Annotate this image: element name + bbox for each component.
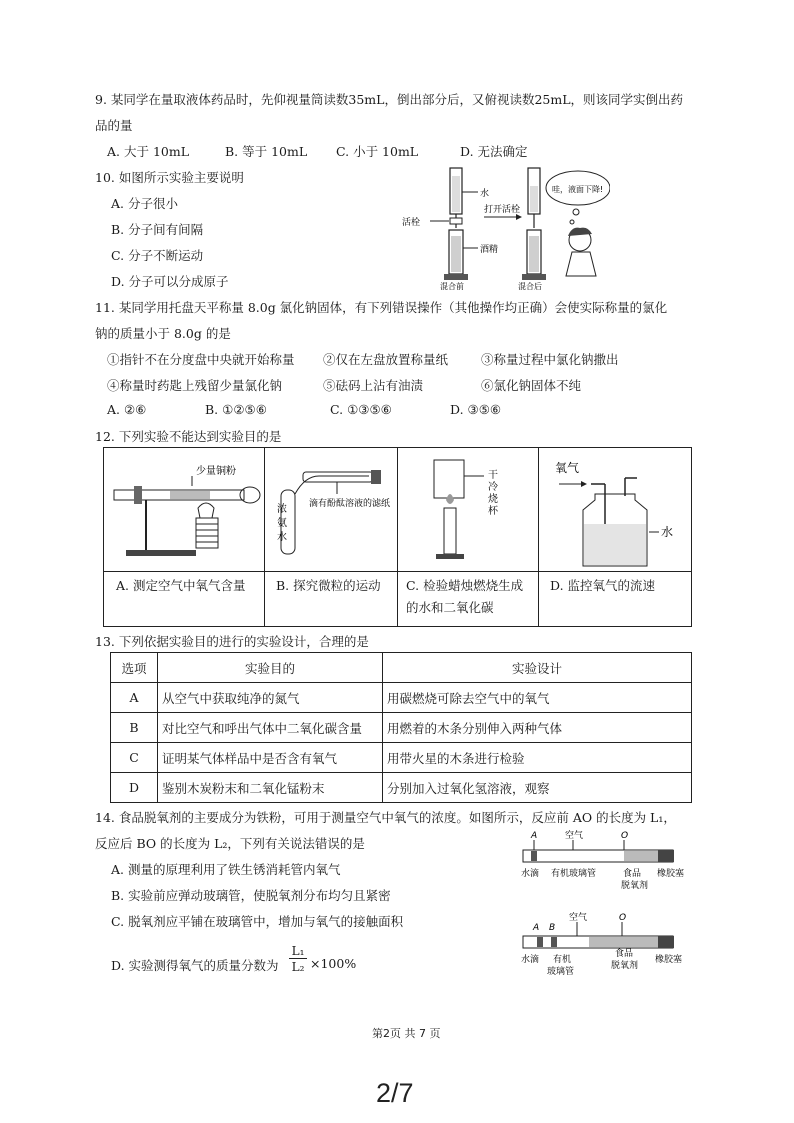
q10-option-d: D. 分子可以分成原子 — [111, 274, 229, 289]
q13-row-c-design: 用带火星的木条进行检验 — [383, 743, 692, 773]
q11-item-3: ③称量过程中氯化钠撒出 — [481, 352, 619, 367]
q12-label-dry-cup-4: 杯 — [488, 506, 498, 517]
q9-stem-line1: 9. 某同学在量取液体药品时，先仰视量筒读数35mL，倒出部分后，又俯视读数25mL，则该同学实倒出药 — [95, 92, 684, 107]
q12-stem: 12. 下列实验不能达到实验目的是 — [95, 429, 282, 444]
q10-label-valve: 活栓 — [402, 218, 421, 228]
q12-label-ammonia-3: 水 — [277, 532, 287, 543]
q14-option-a: A. 测量的原理利用了铁生锈消耗管内氧气 — [111, 862, 341, 877]
q11-stem-line1: 11. 某同学用托盘天平称量 8.0g 氯化钠固体，有下列错误操作（其他操作均正确）会使实际称量的氯化 — [95, 300, 668, 315]
q14-fig1-label-a: A — [531, 831, 538, 841]
q14-fig1-label-stopper: 橡胶塞 — [657, 869, 685, 879]
q14-fig1-label-tube: 有机玻璃管 — [551, 869, 597, 879]
q12-figure-table — [103, 447, 692, 627]
q11-option-c: C. ①③⑤⑥ — [330, 402, 392, 417]
table-row — [111, 683, 692, 713]
q13-row-b-purpose: 对比空气和呼出气体中二氧化碳含量 — [158, 713, 383, 743]
q11-option-b: B. ①②⑤⑥ — [205, 402, 267, 417]
q12-label-phenol: 滴有酚酞溶液的滤纸 — [309, 499, 391, 509]
q14-formula-num: L₁ — [289, 944, 307, 959]
q14-fig2-label-water-drop: 水滴 — [521, 955, 540, 965]
q14-fig2-label-a: A — [533, 923, 540, 933]
q14-fig2-label-tube-1: 有机 — [553, 955, 572, 965]
q12-caption-c: C. 检验蜡烛燃烧生成的水和二氧化碳 — [406, 578, 524, 615]
q10-label-before: 混合前 — [440, 282, 464, 290]
q11-item-5: ⑤砝码上沾有油渍 — [323, 378, 424, 393]
q13-row-a-design: 用碳燃烧可除去空气中的氧气 — [383, 683, 692, 713]
q14-fig1-label-air: 空气 — [565, 831, 584, 841]
q12-caption-a: A. 测定空气中氧气含量 — [116, 578, 246, 593]
q10-option-b: B. 分子间有间隔 — [111, 222, 204, 237]
q11-item-2: ②仅在左盘放置称量纸 — [323, 352, 449, 367]
q10-option-c: C. 分子不断运动 — [111, 248, 204, 263]
q13-row-d-option: D — [111, 773, 158, 803]
q11-item-4: ④称量时药匙上残留少量氯化钠 — [107, 378, 283, 393]
q10-stem: 10. 如图所示实验主要说明 — [95, 170, 244, 185]
q10-label-water: 水 — [480, 189, 490, 199]
q14-fig1-label-o: O — [621, 831, 629, 841]
q14-option-b: B. 实验前应弹动玻璃管，使脱氧剂分布均匀且紧密 — [111, 888, 391, 903]
q12-fig-d-oxygen-bottle — [541, 450, 689, 568]
q14-fig2-label-deox-2: 脱氧剂 — [611, 961, 639, 971]
q14-fig1-label-deox-1: 食品 — [623, 869, 642, 879]
q14-fig2-label-b: B — [549, 923, 556, 933]
page-footer-text: 第2页 共 7 页 — [372, 1027, 441, 1040]
q14-figure-after — [517, 912, 697, 988]
q12-label-oxygen: 氧气 — [555, 461, 580, 475]
q13-row-a-purpose: 从空气中获取纯净的氮气 — [158, 683, 383, 713]
q13-row-c-option: C — [111, 743, 158, 773]
page-indicator: 2/7 — [376, 1078, 414, 1108]
q13-header-design: 实验设计 — [383, 653, 692, 683]
q10-label-open: 打开活栓 — [484, 205, 521, 215]
q9-stem-line2: 品的量 — [95, 118, 133, 133]
q14-figure-before — [517, 830, 697, 900]
q10-label-after: 混合后 — [518, 282, 542, 290]
q12-label-dry-cup-2: 冷 — [488, 482, 498, 493]
q14-formula-fraction — [289, 944, 307, 975]
q13-row-a-option: A — [111, 683, 158, 713]
q14-fig2-label-o: O — [619, 913, 627, 923]
q14-fig2-label-tube-2: 玻璃管 — [547, 967, 575, 977]
q11-item-6: ⑥氯化钠固体不纯 — [481, 378, 582, 393]
q9-option-c: C. 小于 10mL — [336, 144, 419, 159]
q14-formula-den: L₂ — [291, 960, 305, 974]
q12-label-ammonia-2: 氨 — [277, 518, 287, 529]
q13-header-purpose: 实验目的 — [158, 653, 383, 683]
q14-option-c: C. 脱氧剂应平铺在玻璃管中，增加与氧气的接触面积 — [111, 914, 404, 929]
q12-label-water: 水 — [661, 525, 674, 539]
q12-fig-a-copper-tube — [106, 450, 262, 568]
q10-label-alcohol: 酒精 — [480, 245, 499, 255]
q13-row-c-purpose: 证明某气体样品中是否含有氧气 — [158, 743, 383, 773]
q14-fig2-label-air: 空气 — [569, 913, 588, 923]
q13-stem: 13. 下列依据实验目的进行的实验设计，合理的是 — [95, 634, 369, 649]
q12-label-ammonia — [277, 502, 290, 543]
q12-fig-c-candle — [400, 450, 536, 568]
q13-row-b-design: 用燃着的木条分别伸入两种气体 — [383, 713, 692, 743]
q12-fig-b-ammonia — [267, 450, 395, 568]
table-row — [111, 713, 692, 743]
q12-label-dry-cup-1: 干 — [488, 470, 498, 481]
q12-caption-d: D. 监控氧气的流速 — [550, 578, 656, 593]
q11-option-d: D. ③⑤⑥ — [450, 402, 502, 417]
q14-formula-suffix: ×100% — [310, 956, 357, 971]
q9-option-a: A. 大于 10mL — [107, 144, 190, 159]
q13-row-d-purpose: 鉴别木炭粉末和二氧化锰粉末 — [158, 773, 383, 803]
q14-fig1-label-water-drop: 水滴 — [521, 869, 540, 879]
q11-option-a: A. ②⑥ — [107, 402, 147, 417]
q11-item-1: ①指针不在分度盘中央就开始称量 — [107, 352, 295, 367]
q13-row-d-design: 分别加入过氧化氢溶液，观察 — [383, 773, 692, 803]
q14-fig2-label-stopper: 橡胶塞 — [655, 955, 683, 965]
q14-fig1-label-deox-2: 脱氧剂 — [621, 881, 649, 891]
q14-option-d: D. 实验测得氧气的质量分数为 — [111, 958, 279, 973]
table-row — [111, 743, 692, 773]
q11-stem-line2: 钠的质量小于 8.0g 的是 — [95, 326, 231, 341]
q12-label-ammonia-1: 浓 — [277, 504, 287, 515]
q13-row-b-option: B — [111, 713, 158, 743]
q9-option-b: B. 等于 10mL — [225, 144, 308, 159]
q12-caption-b: B. 探究微粒的运动 — [276, 578, 381, 593]
q10-option-a: A. 分子很小 — [111, 196, 178, 211]
q10-diffusion-figure — [400, 162, 610, 290]
q14-fig2-label-deox-1: 食品 — [615, 949, 634, 959]
table-row — [111, 773, 692, 803]
q14-stem-line1: 14. 食品脱氧剂的主要成分为铁粉，可用于测量空气中氧气的浓度。如图所示，反应前 AO 的长度为 L₁， — [95, 810, 676, 825]
q13-table — [110, 652, 692, 803]
q12-label-copper: 少量铜粉 — [196, 466, 236, 477]
q14-stem-line2: 反应后 BO 的长度为 L₂，下列有关说法错误的是 — [95, 836, 365, 851]
q12-label-dry-cup — [488, 469, 501, 517]
q10-bubble-text: 哇，液面下降! — [552, 185, 604, 194]
q12-label-dry-cup-3: 烧 — [488, 494, 498, 505]
q13-header-row — [111, 653, 692, 683]
q13-header-option: 选项 — [111, 653, 158, 683]
q9-option-d: D. 无法确定 — [460, 144, 528, 159]
